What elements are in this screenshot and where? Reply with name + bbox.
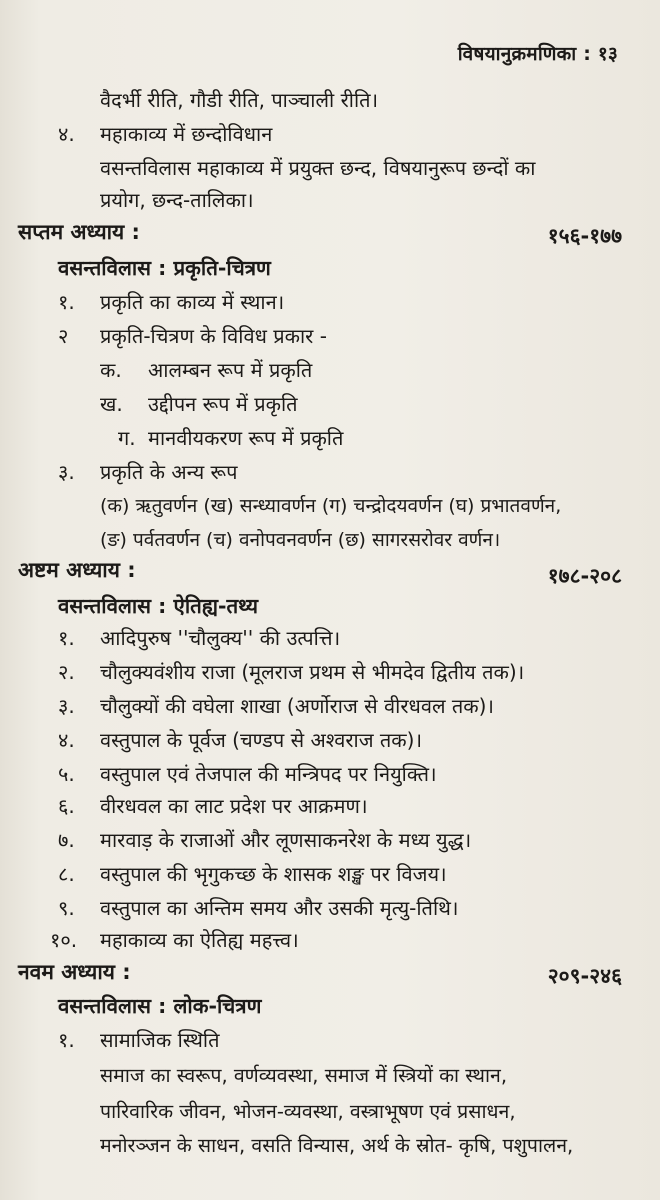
list-item: आलम्बन रूप में प्रकृति	[148, 358, 313, 382]
continuation-line: वैदर्भी रीति, गौडी रीति, पाञ्चाली रीति।	[100, 88, 379, 112]
list-item: उद्दीपन रूप में प्रकृति	[148, 392, 298, 416]
item-number: ३.	[58, 460, 75, 484]
item-number: ग.	[118, 426, 136, 450]
list-item: वस्तुपाल का अन्तिम समय और उसकी मृत्यु-तिथि।	[100, 896, 459, 920]
chapter-heading: अष्टम अध्याय :	[18, 558, 136, 582]
list-item: वस्तुपाल एवं तेजपाल की मन्त्रिपद पर नियुक्ति।	[100, 762, 437, 786]
list-item: प्रकृति-चित्रण के विविध प्रकार -	[100, 324, 327, 348]
chapter-subtitle: वसन्तविलास : लोक-चित्रण	[58, 994, 262, 1018]
chapter-subtitle: वसन्तविलास : ऐतिह्य-तथ्य	[58, 594, 258, 618]
forms-list: (क) ऋतुवर्णन (ख) सन्ध्यावर्णन (ग) चन्द्रोदयवर्णन (घ) प्रभातवर्णन,	[100, 495, 562, 517]
item-number: २.	[58, 660, 75, 684]
list-item: मानवीयकरण रूप में प्रकृति	[148, 426, 344, 450]
page-range: १७८-२०८	[547, 564, 622, 588]
page-range: १५६-१७७	[547, 224, 622, 248]
item-description: प्रयोग, छन्द-तालिका।	[100, 188, 254, 212]
item-number: ६.	[58, 794, 75, 818]
list-item: मारवाड़ के राजाओं और लूणसाकनरेश के मध्य युद्ध।	[100, 828, 472, 852]
item-number: १.	[58, 290, 75, 314]
list-item: वस्तुपाल की भृगुकच्छ के शासक शङ्ख पर विजय।	[100, 862, 447, 886]
item-description: मनोरञ्जन के साधन, वसति विन्यास, अर्थ के स्रोत- कृषि, पशुपालन,	[100, 1134, 574, 1157]
item-description: समाज का स्वरूप, वर्णव्यवस्था, समाज में स्त्रियों का स्थान,	[100, 1064, 508, 1087]
list-item: महाकाव्य का ऐतिह्य महत्त्व।	[100, 928, 299, 952]
item-number: ३.	[58, 694, 75, 718]
list-item: आदिपुरुष ''चौलुक्य'' की उत्पत्ति।	[100, 626, 341, 650]
item-number: २	[58, 324, 69, 348]
running-head: विषयानुक्रमणिका : १३	[457, 43, 618, 65]
list-item: सामाजिक स्थिति	[100, 1028, 220, 1052]
item-number: १.	[58, 1028, 75, 1052]
item-number: ४.	[58, 728, 75, 752]
item-number: ५.	[58, 762, 75, 786]
item-number: ७.	[58, 828, 75, 852]
chapter-heading: सप्तम अध्याय :	[18, 220, 140, 244]
item-number: ८.	[58, 862, 75, 886]
item-number: १०.	[50, 928, 78, 952]
list-item: चौलुक्यों की वघेला शाखा (अर्णोराज से वीरधवल तक)।	[100, 694, 495, 718]
item-number: ४.	[58, 122, 75, 146]
item-title: महाकाव्य में छन्दोविधान	[100, 122, 273, 146]
item-description: वसन्तविलास महाकाव्य में प्रयुक्त छन्द, विषयानुरूप छन्दों का	[100, 156, 536, 180]
page-range: २०९-२४६	[547, 964, 622, 988]
list-item: प्रकृति के अन्य रूप	[100, 460, 238, 484]
item-number: क.	[100, 358, 122, 382]
list-item: चौलुक्यवंशीय राजा (मूलराज प्रथम से भीमदेव द्वितीय तक)।	[100, 660, 525, 684]
list-item: वीरधवल का लाट प्रदेश पर आक्रमण।	[100, 794, 368, 818]
chapter-subtitle: वसन्तविलास : प्रकृति-चित्रण	[58, 256, 271, 280]
item-description: पारिवारिक जीवन, भोजन-व्यवस्था, वस्त्राभूषण एवं प्रसाधन,	[100, 1100, 516, 1123]
list-item: वस्तुपाल के पूर्वज (चण्डप से अश्वराज तक)।	[100, 728, 423, 752]
item-number: ख.	[100, 392, 123, 416]
chapter-heading: नवम अध्याय :	[18, 960, 131, 984]
list-item: प्रकृति का काव्य में स्थान।	[100, 290, 285, 314]
forms-list: (ङ) पर्वतवर्णन (च) वनोपवनवर्णन (छ) सागरसरोवर वर्णन।	[100, 529, 501, 551]
item-number: ९.	[58, 896, 75, 920]
item-number: १.	[58, 626, 75, 650]
